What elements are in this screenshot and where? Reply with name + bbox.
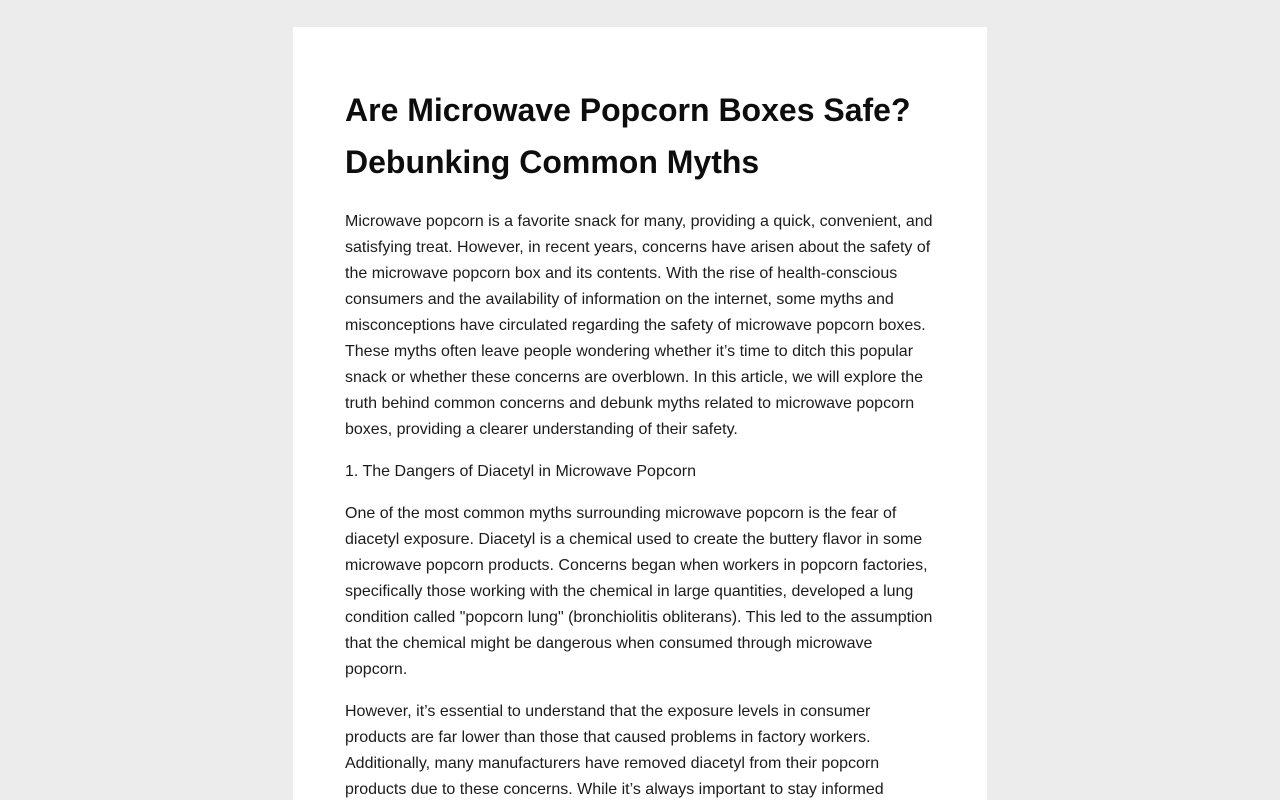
section-paragraph-1: One of the most common myths surrounding microwave popcorn is the fear of diacetyl exposure. Diacetyl is a chemical used to create the buttery flavor in some microwave popcorn products. Concerns began when workers in popcorn factories, specifically those working with the chemical in large quantities, developed a lung condition called "popcorn lung" (bronchiolitis obliterans). This led to the assumption that the chemical might be dangerous when consumed through microwave popcorn. <box>345 504 933 678</box>
section-paragraph-2: However, it’s essential to understand that the exposure levels in consumer products are far lower than those that caused problems in factory workers. Additionally, many manufacturers have removed diacetyl from their popcorn products due to these concerns. While it’s always important to stay informed <box>345 702 884 798</box>
article-title: Are Microwave Popcorn Boxes Safe? Debunking Common Myths <box>345 92 911 180</box>
article-card <box>293 27 987 800</box>
page-background <box>0 27 1280 800</box>
section-heading: 1. The Dangers of Diacetyl in Microwave Popcorn <box>345 462 696 480</box>
intro-paragraph: Microwave popcorn is a favorite snack for many, providing a quick, convenient, and satisfying treat. However, in recent years, concerns have arisen about the safety of the microwave popcorn box and its contents. With the rise of health-conscious consumers and the availability of information on the internet, some myths and misconceptions have circulated regarding the safety of microwave popcorn boxes. These myths often leave people wondering whether it’s time to ditch this popular snack or whether these concerns are overblown. In this article, we will explore the truth behind common concerns and debunk myths related to microwave popcorn boxes, providing a clearer understanding of their safety. <box>345 212 933 438</box>
